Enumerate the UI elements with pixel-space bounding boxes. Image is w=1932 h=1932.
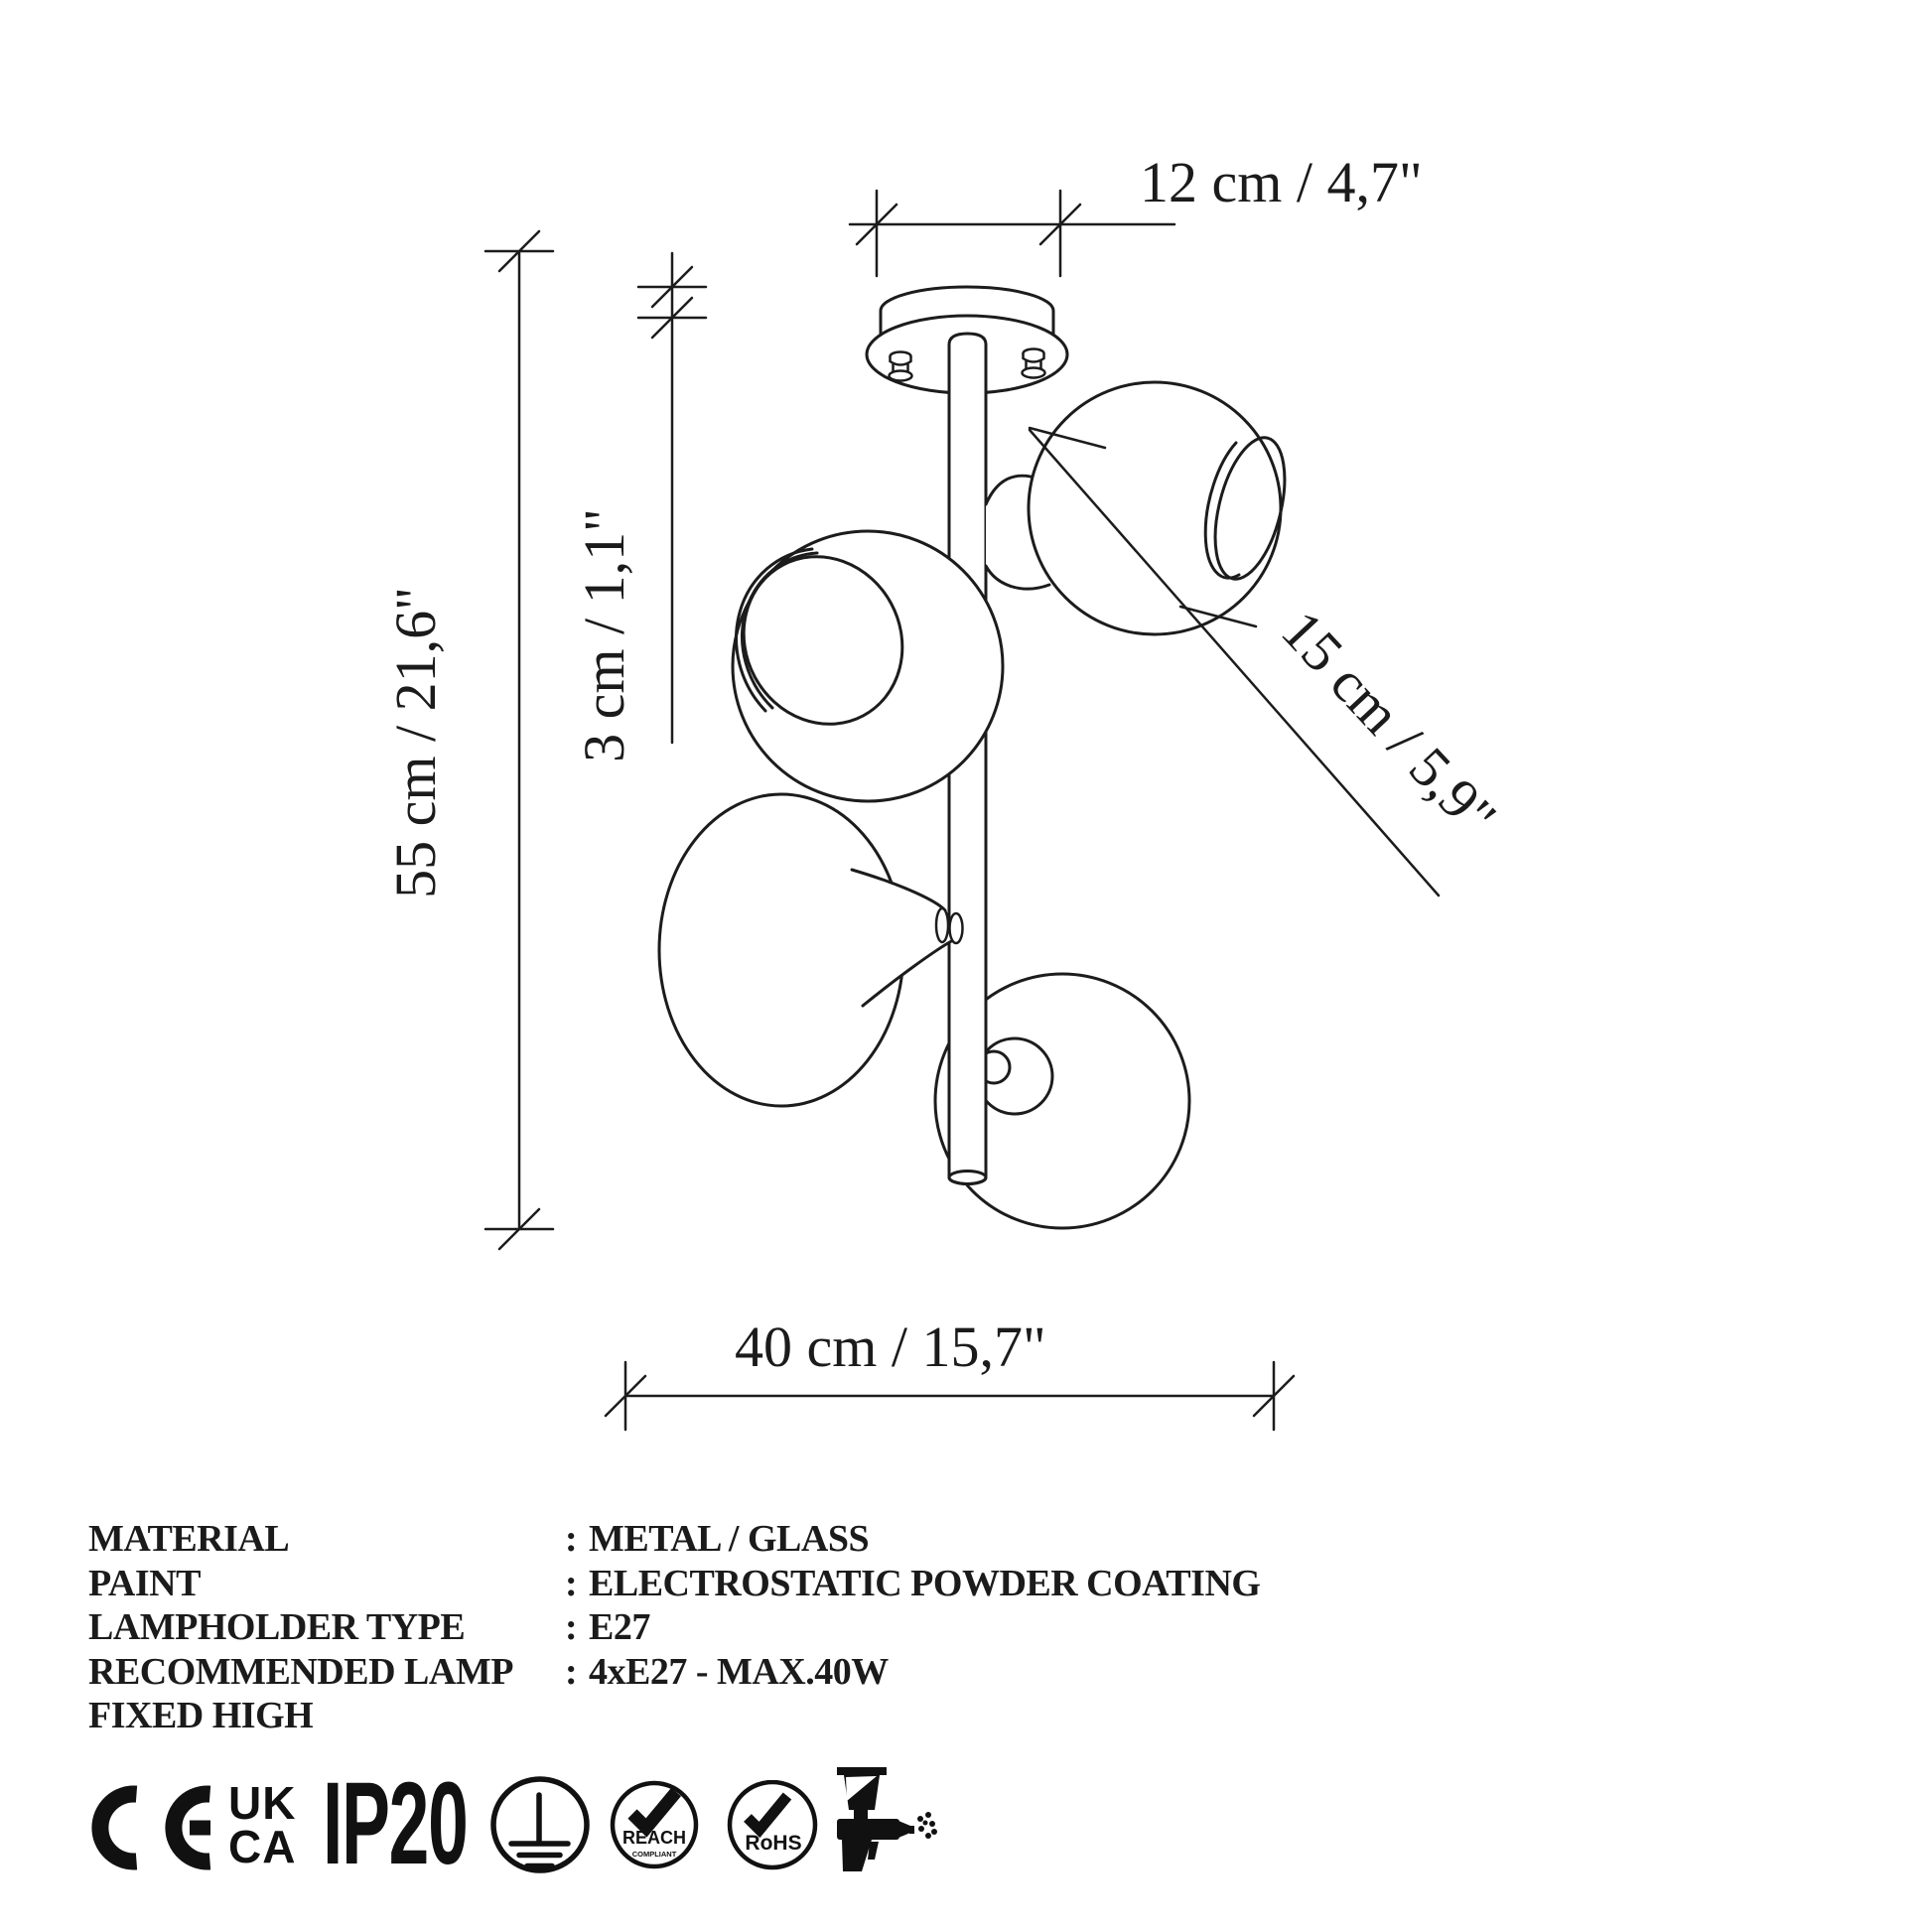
spec-label: RECOMMENDED LAMP (88, 1650, 513, 1693)
dim-label-canopy-offset: 3 cm / 1,1" (572, 508, 636, 762)
dimension-line-canopy-width (850, 191, 1174, 276)
dim-label-canopy-width: 12 cm / 4,7" (1140, 150, 1423, 214)
glass-globe-middle-left (715, 528, 1003, 801)
spec-label: FIXED HIGH (88, 1695, 314, 1736)
ukca-line2: CA (228, 1821, 297, 1872)
dimension-line-canopy-offset (638, 253, 706, 743)
spec-row-lampholder (88, 1605, 1260, 1650)
specification-table (88, 1517, 1260, 1738)
spec-value: 4xE27 - MAX.40W (589, 1650, 889, 1693)
dim-label-globe-diameter: 15 cm / 5,9" (1269, 598, 1510, 849)
spec-value: ELECTROSTATIC POWDER COATING (589, 1562, 1261, 1604)
ip20-rating: IP20 (323, 1758, 468, 1889)
dim-label-total-height: 55 cm / 21,6" (383, 587, 448, 898)
spec-row-recommended-lamp (88, 1650, 1260, 1695)
spec-label: MATERIAL (88, 1518, 290, 1560)
spec-value: METAL / GLASS (589, 1518, 870, 1560)
ukca-line1: UK (228, 1777, 297, 1829)
dimension-line-total-height (485, 231, 553, 1249)
rohs-label: RoHS (745, 1832, 802, 1855)
glass-globe-lower-left (659, 794, 963, 1106)
spec-label: PAINT (88, 1562, 201, 1604)
spec-row-paint (88, 1562, 1260, 1606)
spec-value: E27 (589, 1606, 650, 1648)
reach-label: REACH (621, 1828, 687, 1848)
spec-row-material (88, 1517, 1260, 1562)
spec-separator: : (565, 1518, 578, 1560)
spec-row-fixed-high (88, 1694, 1260, 1738)
spec-label: LAMPHOLDER TYPE (88, 1606, 466, 1648)
dim-label-total-width: 40 cm / 15,7" (735, 1314, 1046, 1379)
spec-separator: : (565, 1562, 578, 1604)
spec-separator: : (565, 1606, 578, 1648)
spec-separator (565, 1694, 589, 1738)
reach-sub-label: COMPLIANT (631, 1850, 677, 1859)
glass-globe-upper-right (986, 382, 1298, 634)
spec-separator: : (565, 1650, 578, 1693)
